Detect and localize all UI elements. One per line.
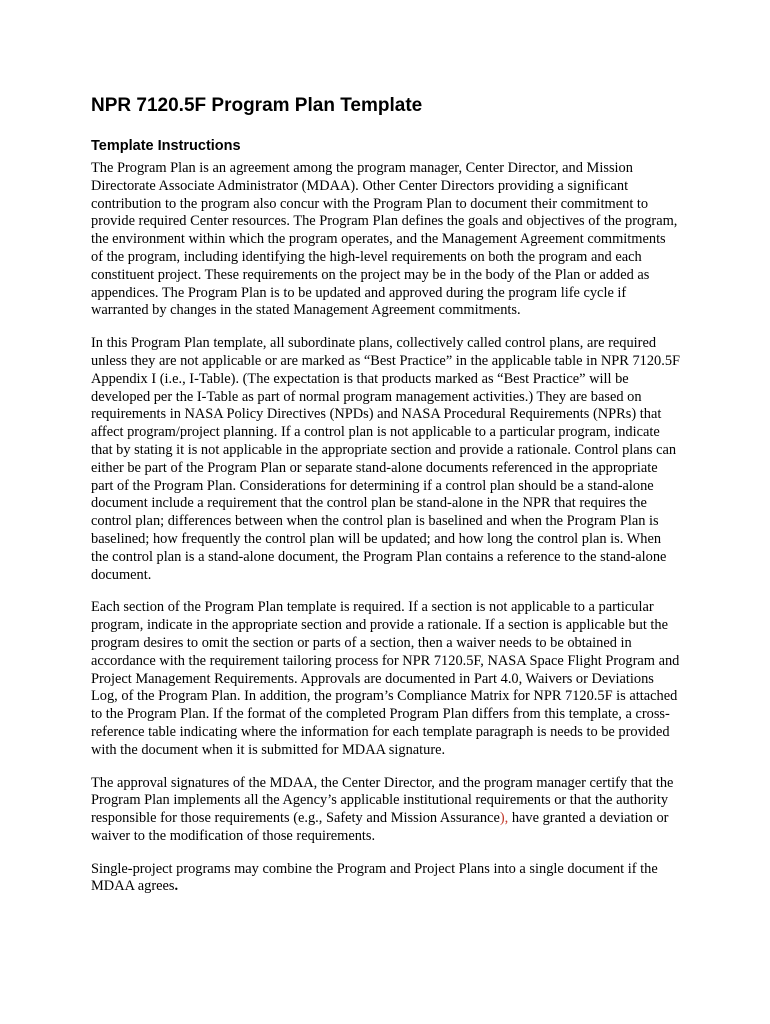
section-heading: Template Instructions bbox=[91, 138, 241, 154]
single-project-period: . bbox=[174, 878, 179, 895]
approval-text-end: have granted a deviation or waiver to the modification of those requirements. bbox=[91, 810, 669, 844]
paragraph-single-project bbox=[91, 861, 681, 897]
paragraph-control-plans: In this Program Plan template, all subordinate plans, collectively called control plans, are required unless they are not applicable or are marked as “Best Practice” in the applicable table in NPR 7120.5F Appendix I (i.e., I-Table). (The expectation is that products marked as “Best Practice” will be developed per the I-Table as part of normal program management activities.) They are based on requirements in NASA Policy Directives (NPDs) and NASA Procedural Requirements (NPRs) that affect program/project planning. If a control plan is not applicable to a particular program, indicate that by stating it is not applicable in the appropriate section and provide a rationale. Control plans can either be part of the Program Plan or separate stand-alone documents referenced in the appropriate part of the Program Plan. Considerations for determining if a control plan should be a stand-alone document include a requirement that the control plan be stand-alone in the NPR that requires the control plan; differences between when the control plan is baselined and when the Program Plan is baselined; how frequently the control plan will be updated; and how long the control plan is. When the control plan is a stand-alone document, the Program Plan contains a reference to the stand-alone document. bbox=[91, 335, 681, 583]
paragraph-section-requirements: Each section of the Program Plan template is required. If a section is not applicable to a particular program, indicate in the appropriate section and provide a rationale. If a section is applicable but the program desires to omit the section or parts of a section, then a waiver needs to be obtained in accordance with the requirement tailoring process for NPR 7120.5F, NASA Space Flight Program and Project Management Requirements. Approvals are documented in Part 4.0, Waivers or Deviations Log, of the Program Plan. In addition, the program’s Compliance Matrix for NPR 7120.5F is attached to the Program Plan. If the format of the completed Program Plan differs from this template, a cross-reference table indicating where the information for each template paragraph is needs to be provided with the document when it is submitted for MDAA signature. bbox=[91, 599, 680, 758]
approval-red-mark: ), bbox=[499, 810, 509, 827]
paragraph-program-plan-agreement: The Program Plan is an agreement among the program manager, Center Director, and Mission Directorate Associate Administrator (MDAA). Other Center Directors providing a significant contribution to the program also concur with the Program Plan to document their commitment to provide required Center resources. The Program Plan defines the goals and objectives of the program, the environment within which the program operates, and the Management Agreement commitments of the program, including identifying the high-level requirements on both the program and each constituent project. These requirements on the project may be in the body of the Plan or added as appendices. The Program Plan is to be updated and approved during the program life cycle if warranted by changes in the stated Management Agreement commitments. bbox=[91, 160, 678, 319]
document-page bbox=[91, 92, 681, 911]
single-project-text: Single-project programs may combine the Program and Project Plans into a single document if the MDAA agrees bbox=[91, 860, 658, 895]
document-title: NPR 7120.5F Program Plan Template bbox=[91, 95, 423, 116]
approval-text-start: The approval signatures of the MDAA, the Center Director, and the program manager certify that the Program Plan implements all the Agency’s applicable institutional requirements or that the authority responsible for those requirements (e.g., Safety and Mission Assurance bbox=[91, 774, 674, 827]
paragraph-approval-signatures bbox=[91, 775, 681, 846]
